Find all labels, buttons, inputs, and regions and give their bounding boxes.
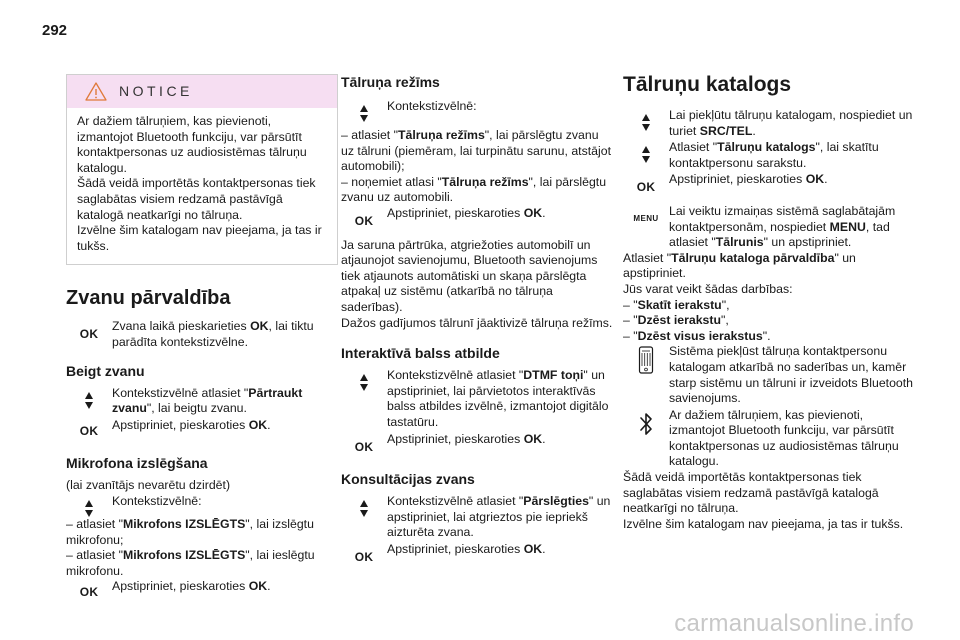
note-text: (lai zvanītājs nevarētu dzirdēt) [66, 478, 231, 493]
column-left: NOTICE Ar dažiem tālruņiem, kas pievienoti, izmantojot Bluetooth funkciju, var pārsūtīt kontaktpersonas uz audiosistēmas tālruņu katalogu. Šādā veidā importētās kontaktpersonas tiek saglabātas visiem redzamā pastāvīgā katalogā neatkarīgi no tālruņa. Izvēlne šim katalogam nav pieejama, ja tas ir tukšs. Zvanu pārvaldība OK Zvana laikā pieskarieties OK, lai tiktu parādīta kontekstizvēlne. Beigt zvanu Kontekstizvēlnē atlasiet "Pārtraukt zvanu", lai beigtu zvanu. OK Apstipriniet, pieskaroties OK. Mikrofona izslēgšana (lai zvanītājs nevarētu dzirdēt) Kontekstizvēlnē: – atlasiet "Mikrofons IZSLĒGTS", lai izslēgtu mikrofonu; – atlasiet "Mikrofons IZSLĒGTS", lai ieslēgtu mikrofonu. OK Apstipriniet, pieskaroties OK. [66, 74, 338, 601]
phone-icon [638, 346, 654, 374]
ok-icon: OK [79, 327, 99, 342]
ok-icon: OK [354, 213, 374, 228]
warning-icon [85, 82, 107, 101]
paragraph: Šādā veidā importētās kontaktpersonas tiek saglabātas visiem redzamā pastāvīgā katalogā neatkarīgi no tālruņa. [623, 470, 879, 516]
instruction-row: OK Apstipriniet, pieskaroties OK. [354, 431, 546, 454]
instruction-row: OK Apstipriniet, pieskaroties OK. [636, 172, 828, 195]
notice-body [67, 108, 337, 264]
up-down-arrows-icon [360, 102, 368, 122]
instruction-row: Lai piekļūtu tālruņu katalogam, nospiediet un turiet SRC/TEL. [623, 108, 913, 139]
notice-header [67, 75, 337, 108]
subsection-title: Beigt zvanu [66, 362, 145, 379]
instruction-row: Kontekstizvēlnē atlasiet "Pārslēgties" un apstipriniet, lai atgrieztos pie iepriekš aizturēta zvana. [341, 494, 613, 541]
ok-icon: OK [636, 180, 656, 195]
up-down-arrows-icon [85, 497, 93, 517]
notice-title: NOTICE [119, 82, 193, 99]
instruction-row: OK Apstipriniet, pieskaroties OK. [354, 205, 546, 228]
subsection-title: Interaktīvā balss atbilde [341, 345, 500, 362]
notice-text: Šādā veidā importētās kontaktpersonas tiek saglabātas visiem redzamā pastāvīgā katalogā neatkarīgi no tālruņa. [77, 176, 316, 222]
instruction-row [623, 344, 913, 406]
menu-button-icon: MENU [633, 213, 659, 223]
ok-icon: OK [354, 439, 374, 454]
column-middle: Tālruņa režīms Kontekstizvēlnē: – atlasiet "Tālruņa režīms", lai pārslēgtu zvanu uz tālruni (piemēram, lai turpinātu sarunu, atstājot automobili); – noņemiet atlasi "Tālruņa režīms", lai pārslēgtu zvanu uz automobili. OK Apstipriniet, pieskaroties OK. Ja saruna pārtrūka, atgriežoties automobilī un atjaunojot savienojumu, Bluetooth savienojums tiek atjaunots automātiski un skaņa pārslēgta atpakaļ uz sistēmu (atkarībā no tālruņa saderības). Dažos gadījumos tālrunī jāaktivizē tālruņa režīms. Interaktīvā balss atbilde Kontekstizvēlnē atlasiet "DTMF toņi" un apstipriniet, lai pārvietotos interaktīvās balss atbildes izvēlnē, izmantojot digitālo tastatūru. OK Apstipriniet, pieskaroties OK. Konsultācijas zvans Kontekstizvēlnē atlasiet "Pārslēgties" un apstipriniet, lai atgrieztos pie iepriekš aizturēta zvana. OK Apstipriniet, pieskaroties OK. [341, 74, 613, 564]
instruction-row: Kontekstizvēlnē atlasiet "DTMF toņi" un apstipriniet, lai pārvietotos interaktīvās balss atbildes izvēlnē, izmantojot digitālo tastatūru. [341, 368, 613, 430]
page-number: 292 [42, 22, 68, 39]
instruction-row: OK Apstipriniet, pieskaroties OK. [79, 579, 271, 600]
paragraph: Dažos gadījumos tālrunī jāaktivizē tālruņa režīms. [341, 315, 613, 330]
up-down-arrows-icon [85, 389, 93, 409]
column-right: Tālruņu katalogs Lai piekļūtu tālruņu katalogam, nospiediet un turiet SRC/TEL. Atlasiet "Tālruņu katalogs", lai skatītu kontaktpersonu sarakstu. OK Apstipriniet, pieskaroties OK. MENU Lai veiktu izmaiņas sistēmā saglabātajām kontaktpersonām, nospiediet MENU, tad atlasiet "Tālrunis" un apstipriniet. Atlasiet "Tālruņu kataloga pārvaldība" un apstipriniet. Jūs varat veikt šādas darbības: – "Skatīt ierakstu", – "Dzēst ierakstu", – "Dzēst visus ierakstus". Sistēma piekļūst tālruņa kontaktpersonu katalogam atkarībā no saderības un, kamēr starp sistēmu un tālruni ir izveidots Bluetooth savienojums. Ar dažiem tālruņiem, kas pievienoti, izmantojot Bluetooth funkciju, var pārsūtīt kontaktpersonas uz audiosistēmas tālruņu katalogu. Šādā veidā importētās kontaktpersonas tiek saglabātas visiem redzamā pastāvīgā katalogā neatkarīgi no tālruņa. Izvēlne šim katalogam nav pieejama, ja tas ir tukšs. [623, 73, 914, 531]
subsection-title: Konsultācijas zvans [341, 471, 475, 488]
up-down-arrows-icon [360, 371, 368, 391]
ok-icon: OK [354, 549, 374, 564]
ok-icon: OK [79, 423, 99, 438]
notice-text: Izvēlne šim katalogam nav pieejama, ja tas ir tukšs. [77, 223, 322, 253]
instruction-row: OK Zvana laikā pieskarieties OK, lai tiktu parādīta kontekstizvēlne. [79, 319, 314, 349]
instruction-row: MENU Lai veiktu izmaiņas sistēmā saglabātajām kontaktpersonām, nospiediet MENU, tad atlasiet "Tālrunis" un apstipriniet. [633, 203, 896, 250]
bluetooth-note: Ar dažiem tālruņiem, kas pievienoti, izmantojot Bluetooth funkciju, var pārsūtīt kontaktpersonas uz audiosistēmas tālruņu katalogu. [669, 407, 899, 469]
subsection-title: Tālruņa režīms [341, 74, 440, 90]
instruction-row: Kontekstizvēlnē: [341, 99, 613, 122]
paragraph: Izvēlne šim katalogam nav pieejama, ja tas ir tukšs. [623, 516, 904, 531]
up-down-arrows-icon [642, 111, 650, 131]
subsection-title: Mikrofona izslēgšana [66, 455, 208, 472]
section-title: Zvanu pārvaldība [66, 287, 231, 310]
up-down-arrows-icon [642, 143, 650, 163]
bluetooth-icon [639, 411, 653, 437]
phone-note: Sistēma piekļūst tālruņa kontaktpersonu katalogam atkarībā no saderības un, kamēr starp sistēmu un tālruni ir izveidots Bluetooth savienojums. [669, 344, 914, 406]
notice-text: Ar dažiem tālruņiem, kas pievienoti, izmantojot Bluetooth funkciju, var pārsūtīt kontaktpersonas uz audiosistēmas tālruņu katalogu. [77, 114, 307, 175]
up-down-arrows-icon [360, 497, 368, 517]
instruction-row [623, 408, 913, 470]
instruction-row: Atlasiet "Tālruņu katalogs", lai skatītu kontaktpersonu sarakstu. [623, 140, 913, 171]
instruction-row: Kontekstizvēlnē: [66, 494, 338, 517]
watermark: carmanualsonline.info [674, 610, 914, 637]
instruction-row: OK Apstipriniet, pieskaroties OK. [79, 417, 271, 438]
instruction-row: OK Apstipriniet, pieskaroties OK. [354, 541, 546, 564]
instruction-row: Kontekstizvēlnē atlasiet "Pārtraukt zvanu", lai beigtu zvanu. [66, 386, 338, 417]
section-title: Tālruņu katalogs [623, 73, 792, 96]
paragraph: Ja saruna pārtrūka, atgriežoties automobilī un atjaunojot savienojumu, Bluetooth savienojums tiek atjaunots automātiski un skaņa pārslēgta atpakaļ uz sistēmu (atkarībā no tālruņa saderības). [341, 237, 598, 314]
notice-box [66, 74, 338, 265]
ok-icon: OK [79, 585, 99, 600]
